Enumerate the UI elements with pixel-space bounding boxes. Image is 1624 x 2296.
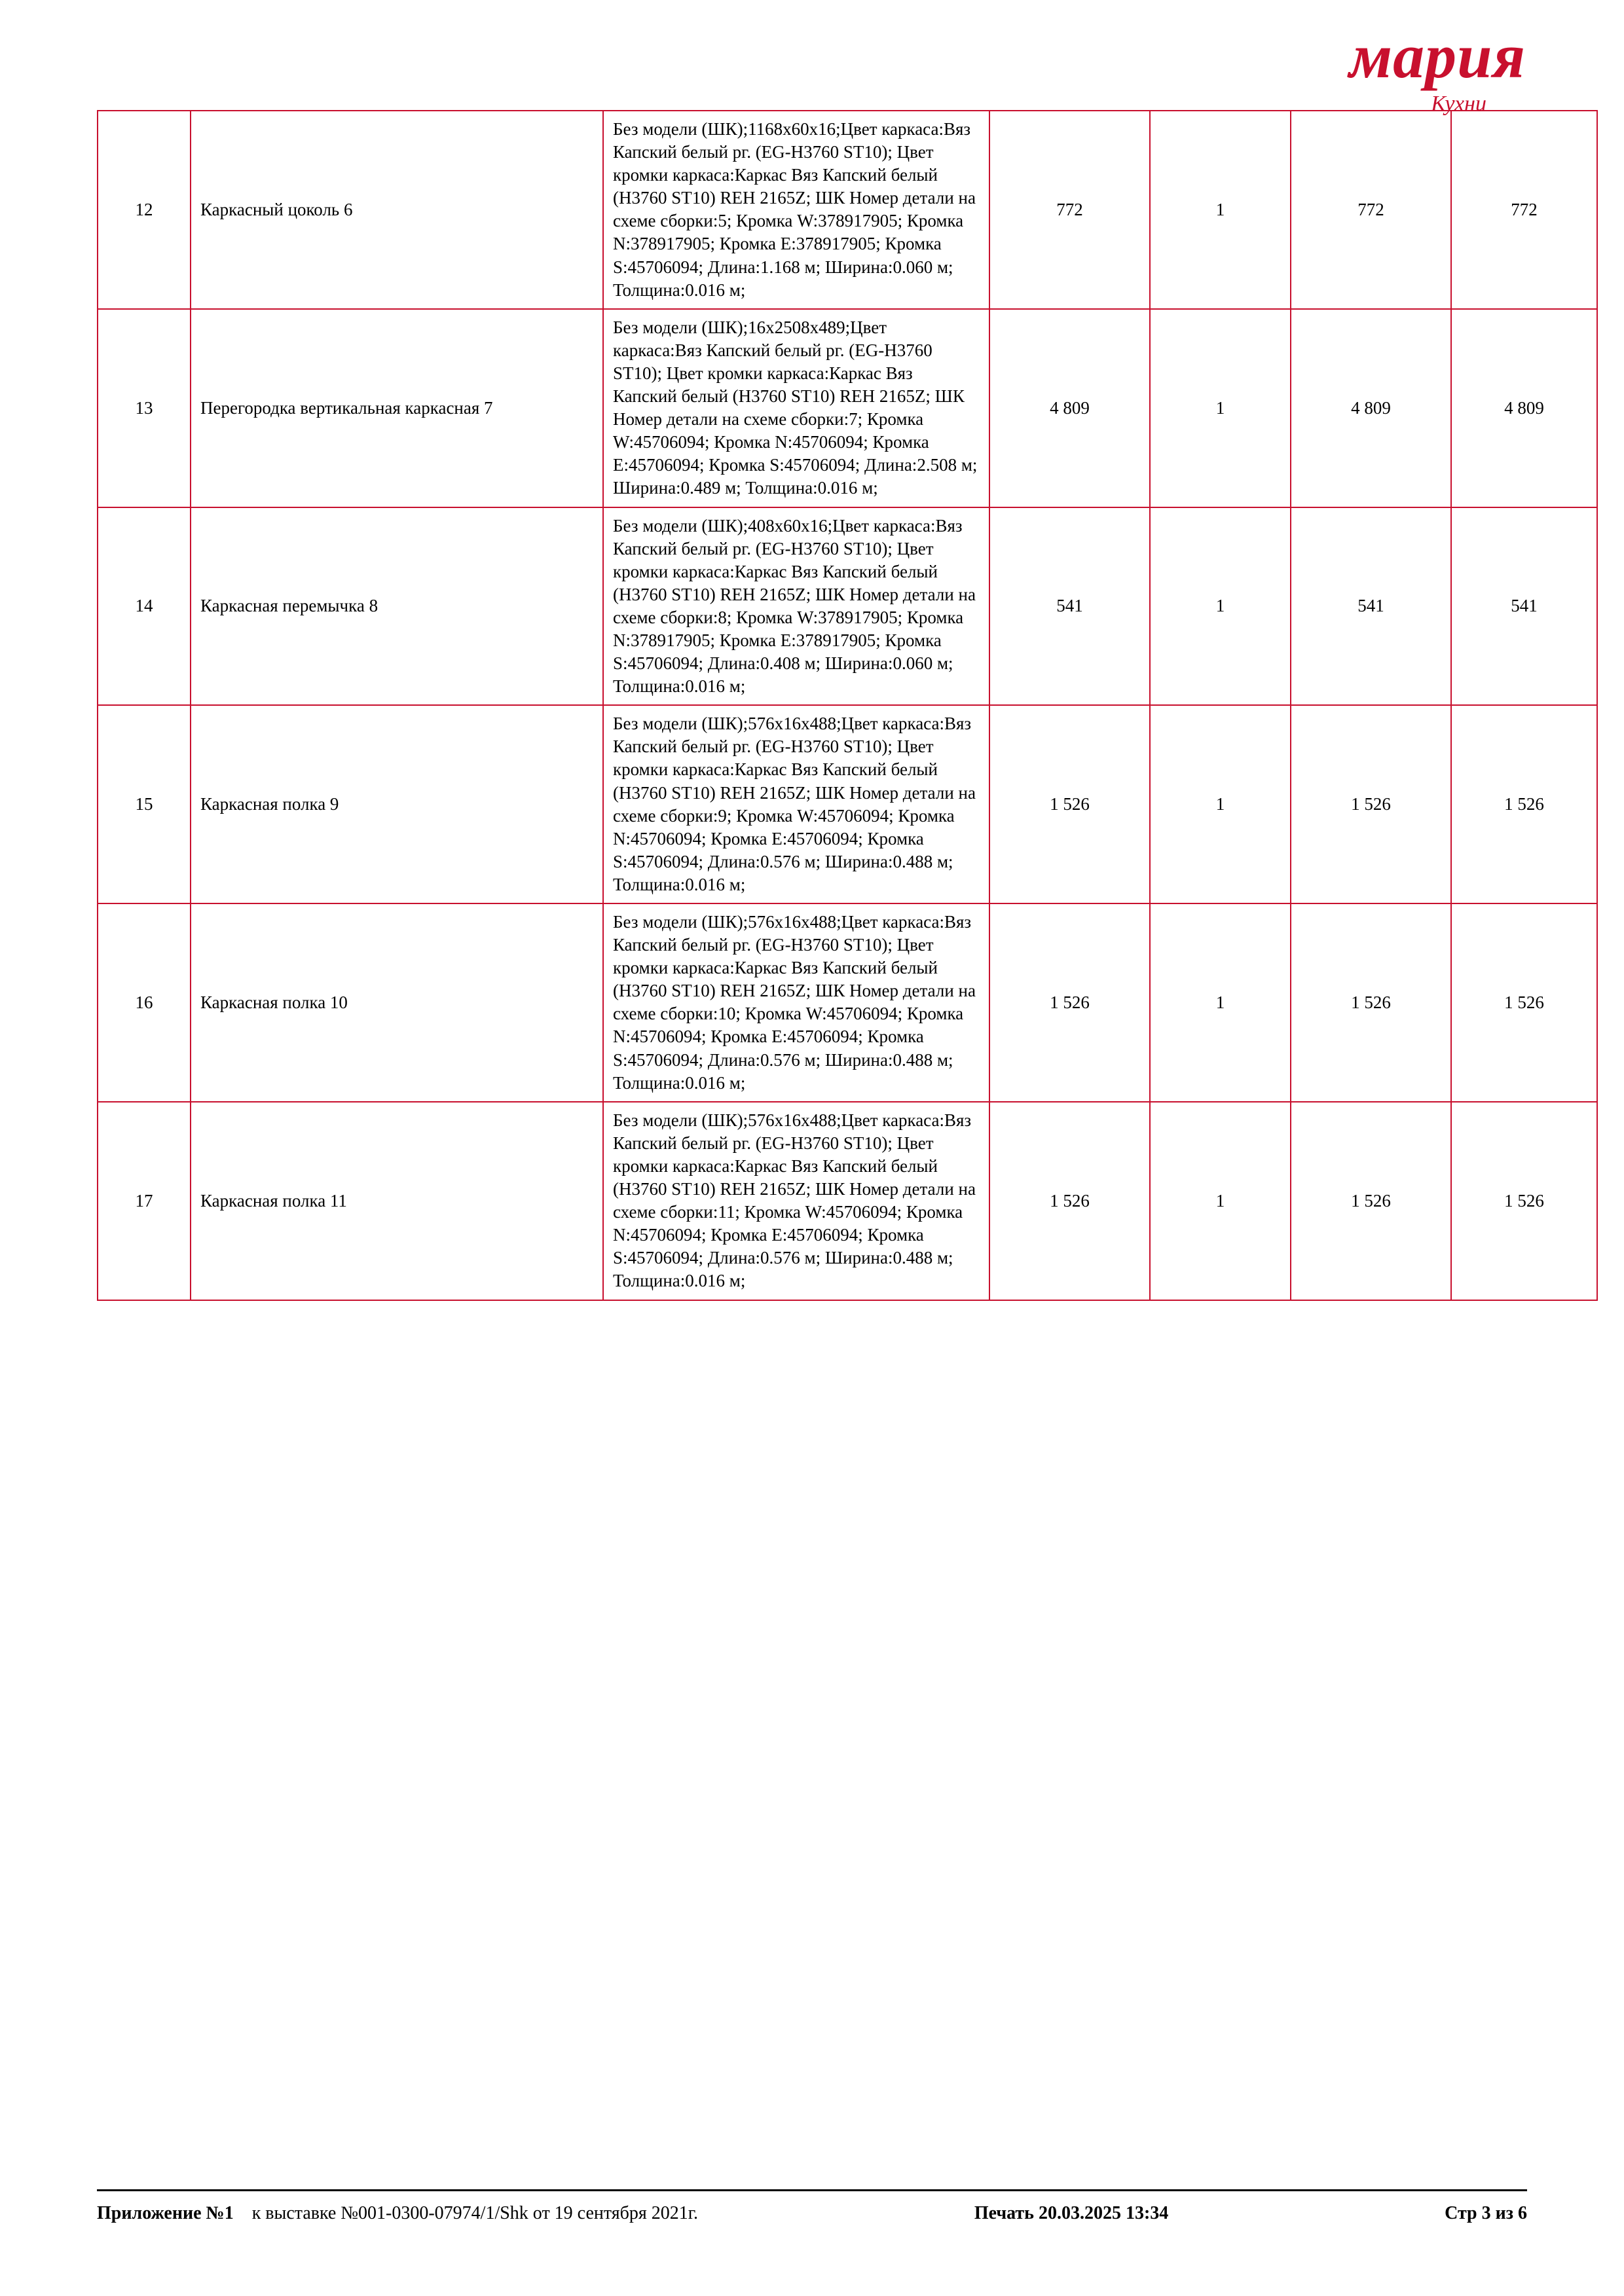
row-number: 15: [98, 705, 191, 903]
row-sum: 1 526: [1291, 1102, 1451, 1300]
logo-wordmark: мария: [1349, 21, 1526, 91]
row-number: 14: [98, 507, 191, 706]
row-name: Каркасная полка 11: [191, 1102, 603, 1300]
table-row: [98, 309, 1597, 507]
row-quantity: 1: [1150, 507, 1291, 706]
row-number: 13: [98, 309, 191, 507]
footer-page-number: Стр 3 из 6: [1445, 2203, 1527, 2223]
table-row: [98, 903, 1597, 1102]
table-row: [98, 507, 1597, 706]
row-sum: 541: [1291, 507, 1451, 706]
row-description: Без модели (ШК);576х16х488;Цвет каркаса:Вяз Капский белый рг. (EG-H3760 ST10); Цвет кромки каркаса:Каркас Вяз Капский белый (H3760 ST10) REH 2165Z; ШК Номер детали на схеме сборки:11; Кромка W:45706094; Кромка N:45706094; Кромка E:45706094; Кромка S:45706094; Длина:0.576 м; Ширина:0.488 м; Толщина:0.016 м;: [603, 1102, 989, 1300]
row-price: 772: [989, 111, 1150, 309]
row-total: 772: [1451, 111, 1597, 309]
footer-appendix-details: к выставке №001-0300-07974/1/Shk от 19 сентября 2021г.: [251, 2203, 699, 2223]
logo-tagline: Кухни: [1431, 92, 1486, 116]
row-quantity: 1: [1150, 309, 1291, 507]
table-row: [98, 111, 1597, 309]
row-name: Каркасная полка 10: [191, 903, 603, 1102]
row-description: Без модели (ШК);408х60х16;Цвет каркаса:Вяз Капский белый рг. (EG-H3760 ST10); Цвет кромки каркаса:Каркас Вяз Капский белый (H3760 ST10) REH 2165Z; ШК Номер детали на схеме сборки:8; Кромка W:378917905; Кромка N:378917905; Кромка E:378917905; Кромка S:45706094; Длина:0.408 м; Ширина:0.060 м; Толщина:0.016 м;: [603, 507, 989, 706]
row-sum: 772: [1291, 111, 1451, 309]
row-price: 1 526: [989, 1102, 1150, 1300]
page-footer: [97, 2189, 1527, 2224]
parts-table: [97, 110, 1598, 1301]
row-price: 541: [989, 507, 1150, 706]
footer-print-timestamp: Печать 20.03.2025 13:34: [974, 2203, 1169, 2223]
parts-table-container: [97, 110, 1544, 1301]
row-description: Без модели (ШК);16х2508х489;Цвет каркаса:Вяз Капский белый рг. (EG-H3760 ST10); Цвет кромки каркаса:Каркас Вяз Капский белый (H3760 ST10) REH 2165Z; ШК Номер детали на схеме сборки:7; Кромка W:45706094; Кромка N:45706094; Кромка E:45706094; Кромка S:45706094; Длина:2.508 м; Ширина:0.489 м; Толщина:0.016 м;: [603, 309, 989, 507]
footer-document-reference: [97, 2203, 698, 2224]
row-description: Без модели (ШК);576х16х488;Цвет каркаса:Вяз Капский белый рг. (EG-H3760 ST10); Цвет кромки каркаса:Каркас Вяз Капский белый (H3760 ST10) REH 2165Z; ШК Номер детали на схеме сборки:10; Кромка W:45706094; Кромка N:45706094; Кромка E:45706094; Кромка S:45706094; Длина:0.576 м; Ширина:0.488 м; Толщина:0.016 м;: [603, 903, 989, 1102]
row-number: 17: [98, 1102, 191, 1300]
row-number: 16: [98, 903, 191, 1102]
row-name: Перегородка вертикальная каркасная 7: [191, 309, 603, 507]
parts-table-body: [98, 111, 1597, 1300]
row-quantity: 1: [1150, 1102, 1291, 1300]
row-total: 1 526: [1451, 705, 1597, 903]
row-price: 4 809: [989, 309, 1150, 507]
row-quantity: 1: [1150, 903, 1291, 1102]
table-row: [98, 1102, 1597, 1300]
row-sum: 1 526: [1291, 903, 1451, 1102]
row-name: Каркасный цоколь 6: [191, 111, 603, 309]
row-sum: 4 809: [1291, 309, 1451, 507]
row-name: Каркасная перемычка 8: [191, 507, 603, 706]
row-number: 12: [98, 111, 191, 309]
row-total: 1 526: [1451, 1102, 1597, 1300]
row-sum: 1 526: [1291, 705, 1451, 903]
footer-appendix-label: Приложение №1: [97, 2203, 234, 2223]
row-price: 1 526: [989, 705, 1150, 903]
row-total: 4 809: [1451, 309, 1597, 507]
row-quantity: 1: [1150, 705, 1291, 903]
company-logo: [1185, 21, 1526, 117]
table-row: [98, 705, 1597, 903]
row-description: Без модели (ШК);1168х60х16;Цвет каркаса:Вяз Капский белый рг. (EG-H3760 ST10); Цвет кромки каркаса:Каркас Вяз Капский белый (H3760 ST10) REH 2165Z; ШК Номер детали на схеме сборки:5; Кромка W:378917905; Кромка N:378917905; Кромка E:378917905; Кромка S:45706094; Длина:1.168 м; Ширина:0.060 м; Толщина:0.016 м;: [603, 111, 989, 309]
row-total: 1 526: [1451, 903, 1597, 1102]
row-quantity: 1: [1150, 111, 1291, 309]
row-description: Без модели (ШК);576х16х488;Цвет каркаса:Вяз Капский белый рг. (EG-H3760 ST10); Цвет кромки каркаса:Каркас Вяз Капский белый (H3760 ST10) REH 2165Z; ШК Номер детали на схеме сборки:9; Кромка W:45706094; Кромка N:45706094; Кромка E:45706094; Кромка S:45706094; Длина:0.576 м; Ширина:0.488 м; Толщина:0.016 м;: [603, 705, 989, 903]
row-price: 1 526: [989, 903, 1150, 1102]
row-name: Каркасная полка 9: [191, 705, 603, 903]
row-total: 541: [1451, 507, 1597, 706]
